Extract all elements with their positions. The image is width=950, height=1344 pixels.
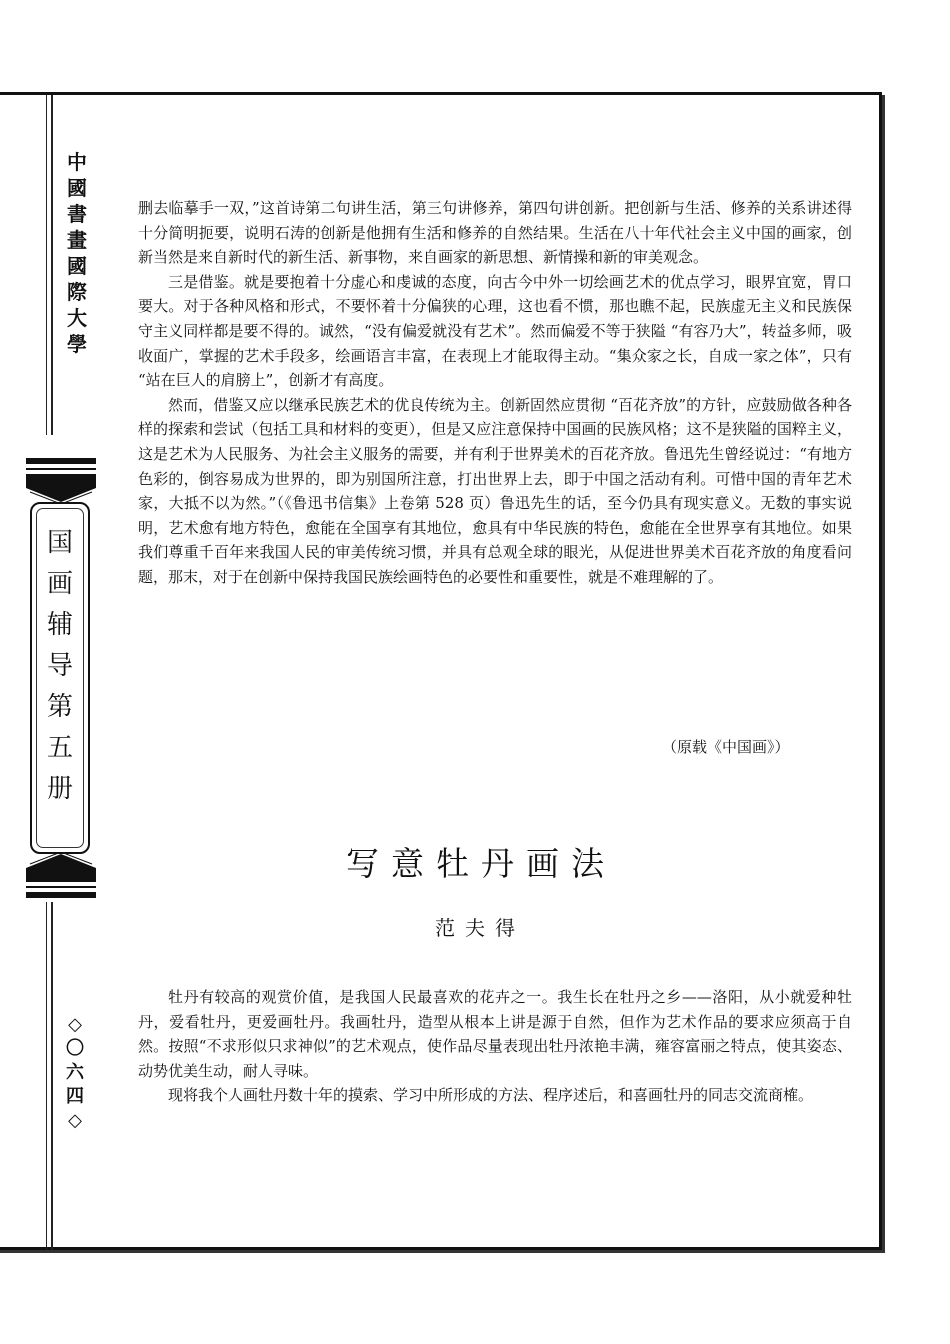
series-char: 國 (67, 176, 87, 200)
panel-top-ornament (26, 474, 96, 504)
paragraph: 删去临摹手一双，”这首诗第二句讲生活，第三句讲修养，第四句讲创新。把创新与生活、修养的关系讲述得十分简明扼要，说明石涛的创新是他拥有生活和修养的自然结果。生活在八十年代社会主义中国的画家，创新当然是来自新时代的新生活、新事物，来自画家的新思想、新情操和新的审美观念。 (138, 199, 852, 267)
series-name-vertical (64, 152, 90, 360)
series-char: 國 (67, 254, 87, 278)
sidebar-rule-left-lower (46, 902, 47, 1250)
panel-top-bar (26, 458, 96, 464)
book-title-char: 第 (46, 692, 73, 722)
diamond-icon: ◇ (68, 1014, 82, 1035)
paragraph: 三是借鉴。就是要抱着十分虚心和虔诚的态度，向古今中外一切绘画艺术的优点学习，眼界宜宽，胃口要大。对于各种风格和形式，不要怀着十分偏狭的心理，这也看不惯，那也瞧不起，民族虚无主义和民族保守主义同样都是要不得的。诚然，“没有偏爱就没有艺术”。然而偏爱不等于狭隘 “有容乃大”，转益多师，吸收面广，掌握的艺术手段多，绘画语言丰富，在表现上才能取得主动。“集众家之长，自成一家之体”，只有 “站在巨人的肩膀上”，创新才有高度。 (138, 272, 852, 390)
diamond-icon: ◇ (68, 1110, 82, 1131)
book-title-char: 画 (46, 569, 73, 599)
book-title-char: 国 (46, 528, 73, 558)
article-author: 范夫得 (435, 916, 525, 940)
source-note: （原载《中国画》） (662, 738, 790, 756)
sidebar-rule-right-lower (51, 902, 53, 1250)
series-char: 學 (67, 332, 87, 356)
sidebar-rule-right (51, 95, 53, 435)
book-title-char: 五 (46, 733, 73, 763)
page-number-char: 四 (66, 1086, 84, 1107)
series-char: 畫 (67, 228, 87, 252)
series-char: 書 (67, 202, 87, 226)
panel-bottom-bar-thin (26, 886, 96, 888)
page-number-char: 〇 (66, 1038, 84, 1059)
paragraph: 然而，借鉴又应以继承民族艺术的优良传统为主。创新固然应贯彻 “百花齐放”的方针，应鼓励做各种各样的探索和尝试（包括工具和材料的变更），但是又应注意保持中国画的民族风格；这不是狭隘的国粹主义，这是艺术为人民服务、为社会主义服务的需要，并有利于世界美术的百花齐放。鲁迅先生曾经说过：“有地方色彩的，倒容易成为世界的，即为别国所注意，打出世界上去，即于中国之活动有利。可惜中国的青年艺术家，大抵不以为然。”（《鲁迅书信集》上卷第 528 页）鲁迅先生的话，至今仍具有现实意义。无数的事实说明，艺术愈有地方特色，愈能在全国享有其地位，愈具有中华民族的特色，愈能在全世界享有其地位。如果我们尊重千百年来我国人民的审美传统习惯，并具有总观全球的眼光，从促进世界美术百花齐放的角度看问题，那末，对于在创新中保持我国民族绘画特色的必要性和重要性，就是不难理解的了。 (138, 395, 852, 586)
series-char: 大 (67, 306, 87, 330)
book-title-char: 册 (46, 774, 73, 804)
sidebar-rule-left (46, 95, 47, 435)
previous-article-body (138, 196, 852, 590)
book-title-char: 辅 (46, 610, 73, 640)
series-char: 中 (67, 150, 87, 174)
book-title-vertical (30, 530, 90, 817)
page-number-char: 六 (66, 1062, 84, 1083)
article-body (138, 985, 852, 1108)
article-title: 写意牡丹画法 (346, 844, 616, 883)
book-title-char: 导 (46, 651, 73, 681)
paragraph: 现将我个人画牡丹数十年的摸索、学习中所形成的方法、程序述后，和喜画牡丹的同志交流商榷。 (168, 1086, 814, 1105)
panel-bottom-bar (26, 892, 96, 898)
paragraph: 牡丹有较高的观赏价值，是我国人民最喜欢的花卉之一。我生长在牡丹之乡——洛阳，从小就爱种牡丹，爱看牡丹，更爱画牡丹。我画牡丹，造型从根本上讲是源于自然，但作为艺术作品的要求应须高于自然。按照“不求形似只求神似”的艺术观点，使作品尽量表现出牡丹浓艳丰满，雍容富丽之特点，使其姿态、动势优美生动，耐人寻味。 (138, 988, 852, 1080)
panel-top-bar-thin (26, 468, 96, 470)
page-number-vertical (62, 1016, 88, 1136)
series-char: 際 (67, 280, 87, 304)
